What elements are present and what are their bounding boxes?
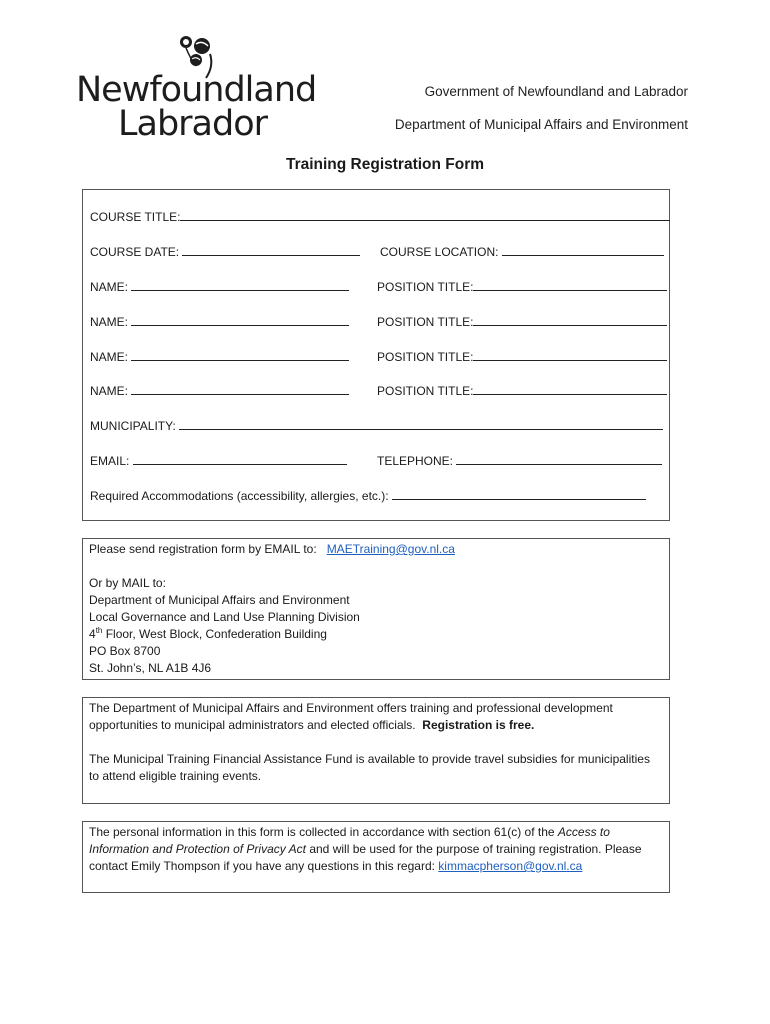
- privacy-notice-text: The personal information in this form is collected in accordance with section 61(c) of the Access to Information and Protection of Privacy Act and will be used for the purpose of training registration. Please contact Emily Thompson if you have any questions in this regard: kimmacpherson@gov.nl.ca: [89, 825, 642, 873]
- address-line-1: Department of Municipal Affairs and Environment: [89, 593, 350, 607]
- course-date-field[interactable]: [182, 243, 360, 256]
- name-field-4[interactable]: [131, 382, 349, 395]
- municipality-label: MUNICIPALITY:: [90, 419, 176, 433]
- course-title-row: [90, 208, 670, 226]
- position-title-field-1[interactable]: [473, 278, 667, 291]
- registration-email-link[interactable]: MAETraining@gov.nl.ca: [326, 542, 455, 556]
- position-group-3: [377, 348, 667, 366]
- training-info-box: [82, 697, 670, 804]
- logo-text-newfoundland: Newfoundland: [76, 70, 317, 110]
- registration-free-text: Registration is free.: [422, 718, 535, 732]
- name-label: NAME:: [90, 315, 129, 329]
- name-field-2[interactable]: [131, 313, 349, 326]
- course-date-row: [90, 243, 499, 261]
- accommodations-field[interactable]: [392, 487, 646, 500]
- email-label: EMAIL:: [90, 454, 130, 468]
- privacy-act-name: Access to Information and Protection of Privacy Act: [89, 825, 610, 856]
- department-name: Department of Municipal Affairs and Environment: [394, 117, 688, 132]
- position-title-label: POSITION TITLE:: [377, 280, 474, 294]
- position-title-label: POSITION TITLE:: [377, 384, 474, 398]
- address-line-3: 4th Floor, West Block, Confederation Building: [89, 626, 327, 641]
- contact-row: [90, 452, 454, 470]
- address-line-5: St. John’s, NL A1B 4J6: [89, 661, 212, 675]
- email-instruction: [89, 541, 663, 558]
- address-line-4: PO Box 8700: [89, 644, 161, 658]
- course-title-field[interactable]: [180, 208, 670, 221]
- position-title-field-2[interactable]: [473, 313, 667, 326]
- position-title-field-4[interactable]: [473, 382, 667, 395]
- course-location-field[interactable]: [502, 243, 664, 256]
- name-label: NAME:: [90, 384, 129, 398]
- government-logo: [76, 34, 317, 144]
- email-field[interactable]: [133, 452, 347, 465]
- attendee-row-2: [90, 313, 474, 331]
- attendee-row-3: [90, 348, 474, 366]
- telephone-group: [377, 452, 662, 470]
- course-title-label: COURSE TITLE:: [90, 210, 181, 224]
- email-intro-text: Please send registration form by EMAIL to:: [89, 542, 317, 556]
- position-group-1: [377, 278, 667, 296]
- municipality-row: [90, 417, 663, 435]
- financial-assistance-paragraph: The Municipal Training Financial Assistance Fund is available to provide travel subsidies for municipalities to attend eligible training events.: [89, 752, 650, 783]
- telephone-field[interactable]: [456, 452, 662, 465]
- position-title-label: POSITION TITLE:: [377, 350, 474, 364]
- government-header: [395, 84, 688, 150]
- name-label: NAME:: [90, 280, 129, 294]
- form-title: Training Registration Form: [285, 156, 485, 173]
- position-group-4: [377, 382, 667, 400]
- privacy-notice-box: [82, 821, 670, 893]
- name-field-3[interactable]: [131, 348, 349, 361]
- mail-intro: Or by MAIL to:: [89, 576, 166, 590]
- position-title-field-3[interactable]: [473, 348, 667, 361]
- attendee-row-1: [90, 278, 474, 296]
- course-location-label: COURSE LOCATION:: [380, 245, 499, 259]
- accommodations-row: [90, 487, 646, 505]
- name-label: NAME:: [90, 350, 129, 364]
- municipality-field[interactable]: [179, 417, 663, 430]
- submission-instructions-box: [82, 538, 670, 680]
- attendee-row-4: [90, 382, 474, 400]
- telephone-label: TELEPHONE:: [377, 454, 454, 468]
- name-field-1[interactable]: [131, 278, 349, 291]
- address-line-2: Local Governance and Land Use Planning Division: [89, 610, 360, 624]
- position-title-label: POSITION TITLE:: [377, 315, 474, 329]
- accommodations-label: Required Accommodations (accessibility, allergies, etc.):: [90, 489, 389, 503]
- training-info-paragraph: The Department of Municipal Affairs and Environment offers training and professional development opportunities to municipal administrators and elected officials. Registration is free.: [89, 701, 613, 732]
- course-date-label: COURSE DATE:: [90, 245, 180, 259]
- government-name: Government of Newfoundland and Labrador: [424, 84, 688, 99]
- position-group-2: [377, 313, 667, 331]
- registration-fields-box: [82, 189, 670, 521]
- course-location-group: [380, 243, 664, 261]
- contact-email-link[interactable]: kimmacpherson@gov.nl.ca: [438, 859, 583, 873]
- logo-text-labrador: Labrador: [118, 104, 268, 144]
